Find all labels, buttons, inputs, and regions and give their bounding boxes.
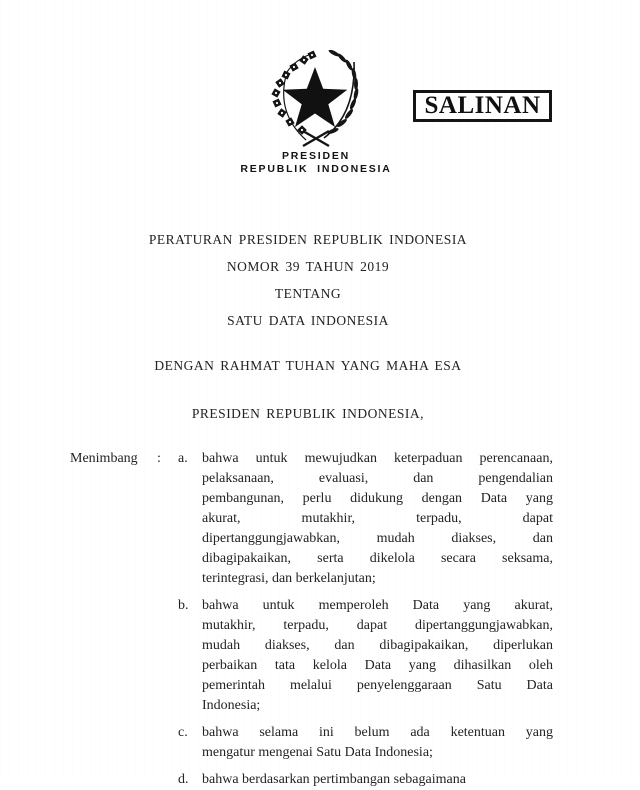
item-text: [202, 770, 553, 790]
item-marker: b.: [178, 598, 189, 613]
title-line-peraturan: PERATURAN PRESIDEN REPUBLIK INDONESIA: [148, 232, 468, 247]
title-line-subject: SATU DATA INDONESIA: [227, 313, 389, 328]
considering-items: [178, 449, 553, 790]
text-line: mutakhir, terpadu, dapat dipertanggungjawabkan,: [202, 618, 553, 633]
item-marker: d.: [178, 772, 189, 787]
star-icon: [283, 67, 348, 127]
considering-item-a: [178, 449, 553, 589]
item-text: [202, 596, 553, 716]
item-marker: a.: [178, 451, 188, 466]
text-line: dibagipakaikan, serta dikelola secara seksama,: [202, 551, 553, 566]
text-line: pemerintah melalui penyelenggaraan Satu Data: [202, 678, 553, 693]
text-line: perbaikan tata kelola Data yang dihasilkan oleh: [202, 658, 553, 673]
authority-line: PRESIDEN REPUBLIK INDONESIA,: [191, 406, 425, 421]
title-line-tentang: TENTANG: [274, 286, 342, 301]
item-marker: c.: [178, 725, 188, 740]
text-line: Indonesia;: [202, 698, 261, 713]
invocation-line: DENGAN RAHMAT TUHAN YANG MAHA ESA: [154, 358, 462, 373]
text-line: mengatur mengenai Satu Data Indonesia;: [202, 745, 433, 760]
letterhead: [0, 150, 632, 176]
considering-item-c: [178, 723, 553, 763]
text-line: pembangunan, perlu didukung dengan Data yang: [202, 491, 553, 506]
considering-colon: :: [157, 451, 161, 466]
text-line: pelaksanaan, evaluasi, dan pengendalian: [202, 471, 553, 486]
text-line: bahwa berdasarkan pertimbangan sebagaimana: [202, 772, 466, 787]
letterhead-republik-indonesia: REPUBLIK INDONESIA: [240, 163, 392, 175]
item-text: [202, 449, 553, 589]
salinan-stamp: [413, 90, 552, 122]
title-line-nomor: NOMOR 39 TAHUN 2019: [226, 259, 390, 274]
considering-item-b: [178, 596, 553, 716]
presidential-star-emblem-icon: [257, 50, 373, 150]
text-line: bahwa selama ini belum ada ketentuan yang: [202, 725, 553, 740]
considering-label: Menimbang: [70, 451, 138, 466]
salinan-stamp-label: SALINAN: [424, 92, 541, 119]
text-line: terintegrasi, dan berkelanjutan;: [202, 571, 376, 586]
text-line: mudah diakses, dan dibagipakaikan, diperlukan: [202, 638, 553, 653]
regulation-title: [0, 226, 616, 334]
item-text: [202, 723, 553, 763]
letterhead-presiden: PRESIDEN: [281, 150, 351, 162]
text-line: akurat, mutakhir, terpadu, dapat: [202, 511, 553, 526]
text-line: dipertanggungjawabkan, mudah diakses, dan: [202, 531, 553, 546]
considering-item-d-clipped: [178, 770, 553, 790]
considering-section: [70, 449, 553, 790]
text-line: bahwa untuk mewujudkan keterpaduan perencanaan,: [202, 451, 553, 466]
text-line: bahwa untuk memperoleh Data yang akurat,: [202, 598, 553, 613]
